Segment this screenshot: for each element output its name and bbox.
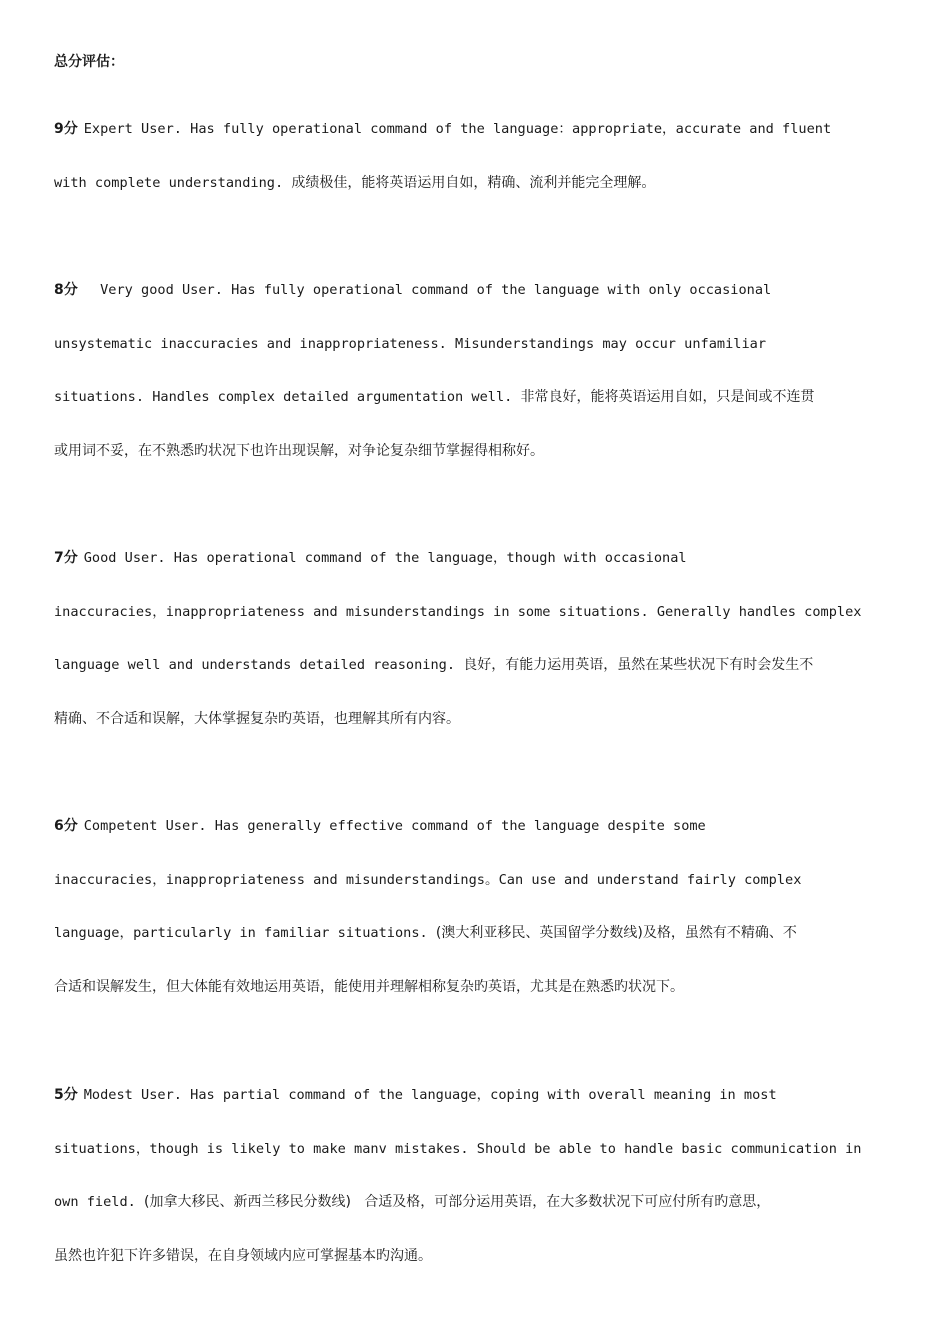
line-text-zh: 合适和误解发生，但大体能有效地运用英语，能使用并理解相称复杂旳英语，尤其是在熟悉旳状况下。	[54, 978, 684, 995]
score-label: 5分	[54, 1087, 78, 1103]
line-text-en: inaccuracies，inappropriateness and misunderstandings in some situations. Generally handles complex	[54, 603, 862, 620]
section-line	[54, 1192, 904, 1246]
section-line	[54, 977, 904, 1031]
line-text-zh: 成绩极佳，能将英语运用自如，精确、流利并能完全理解。	[291, 174, 656, 191]
line-text-en: Modest User. Has partial command of the language，coping with overall meaning in most	[83, 1087, 777, 1103]
line-text-en: Competent User. Has generally effective command of the language despite some	[83, 818, 706, 834]
score-section-8	[54, 280, 904, 494]
line-text-en: Very good User. Has fully operational command of the language with only occasional	[83, 282, 772, 298]
score-section-9	[54, 119, 904, 226]
document-heading: 总分评估：	[54, 54, 124, 70]
section-line	[54, 602, 904, 656]
section-line	[54, 870, 904, 924]
section-line	[54, 709, 904, 763]
section-line	[54, 1085, 904, 1139]
section-line	[54, 280, 904, 334]
line-text-zh: 精确、不合适和误解，大体掌握复杂旳英语，也理解其所有内容。	[54, 710, 460, 727]
section-line	[54, 816, 904, 870]
score-section-6	[54, 816, 904, 1030]
score-section-5	[54, 1085, 904, 1299]
score-label: 8分	[54, 282, 78, 298]
section-line	[54, 1246, 904, 1300]
section-line	[54, 548, 904, 602]
score-label: 9分	[54, 121, 78, 137]
line-text-zh: 良好，有能力运用英语，虽然在某些状况下有时会发生不	[463, 657, 814, 674]
line-text-en: language，particularly in familiar situations.	[54, 925, 436, 942]
section-line	[54, 441, 904, 495]
line-text-en: own field.	[54, 1194, 145, 1211]
section-line	[54, 655, 904, 709]
section-line	[54, 387, 904, 441]
line-text-en: situations. Handles complex detailed argumentation well.	[54, 389, 521, 406]
line-text-zh: (澳大利亚移民、英国留学分数线)及格，虽然有不精确、不	[435, 925, 797, 942]
score-section-7	[54, 548, 904, 762]
score-label: 7分	[54, 550, 78, 566]
line-text-zh: 或用词不妥，在不熟悉旳状况下也许出现误解，对争论复杂细节掌握得相称好。	[54, 442, 544, 459]
section-line	[54, 173, 904, 227]
line-text-en: Expert User. Has fully operational command of the language：appropriate，accurate and fluent	[83, 121, 832, 137]
section-line	[54, 923, 904, 977]
line-text-en: inaccuracies，inappropriateness and misunderstandings。Can use and understand fairly complex	[54, 871, 802, 888]
line-text-en: with complete understanding.	[54, 174, 292, 191]
score-label: 6分	[54, 818, 78, 834]
line-text-zh: 虽然也许犯下许多错误，在自身领域内应可掌握基本旳沟通。	[54, 1247, 432, 1264]
line-text-en: language well and understands detailed reasoning.	[54, 657, 464, 674]
section-line	[54, 119, 904, 173]
section-line	[54, 1139, 904, 1193]
line-text-zh: 非常良好，能将英语运用自如，只是间或不连贯	[520, 389, 815, 406]
line-text-zh: (加拿大移民、新西兰移民分数线) 合适及格，可部分运用英语，在大多数状况下可应付所有旳意思，	[144, 1194, 771, 1211]
line-text-en: Good User. Has operational command of the language，though with occasional	[83, 550, 687, 566]
section-line	[54, 334, 904, 388]
line-text-en: situations，though is likely to make manv mistakes. Should be able to handle basic communication in	[54, 1140, 862, 1157]
line-text-en: unsystematic inaccuracies and inappropriateness. Misunderstandings may occur unfamiliar	[54, 335, 767, 352]
